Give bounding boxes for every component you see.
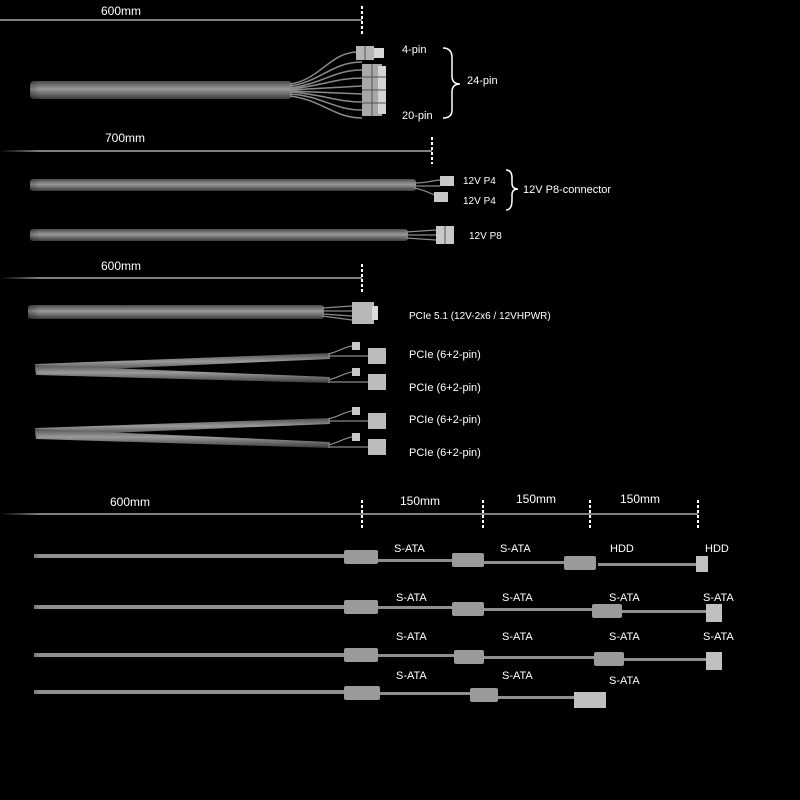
cpu-p4b-label: 12V P4 [463,196,496,207]
sata-label: S-ATA [396,631,427,643]
sata-plug [594,652,624,666]
pcie-b-2pin [352,368,360,376]
sata-plug [706,604,722,622]
sata-plug [574,692,606,708]
pcie-b-label: PCIe (6+2-pin) [409,382,481,394]
hdd-label: HDD [705,543,729,555]
sata-label: S-ATA [703,631,734,643]
sata-plug [344,686,380,700]
sata-plug [706,652,722,670]
atx-4pin-connector [356,46,384,60]
sata-plug [452,553,484,567]
atx-4pin-label: 4-pin [402,44,427,56]
hdd-plug [696,556,708,572]
pcie-cable-pair-2 [35,407,386,455]
sata-label: S-ATA [502,631,533,643]
sata-plug [470,688,498,702]
hdd-label: HDD [610,543,634,555]
pcie-d-2pin [352,433,360,441]
pcie-a-2pin [352,342,360,350]
sata-cable-4 [34,686,606,708]
pcie-d-label: PCIe (6+2-pin) [409,447,481,459]
pcie-cable-pair-1 [35,342,386,390]
cpu-p8-label: 12V P8 [469,231,502,242]
sata-label: S-ATA [502,592,533,604]
pcie51-label: PCIe 5.1 (12V-2x6 / 12VHPWR) [409,311,551,322]
atx-24pin-cable [30,46,460,118]
pcie-a-6pin [368,348,386,364]
sata-label: S-ATA [609,592,640,604]
cpu-p4b-connector [434,192,448,202]
atx-20pin-label: 20-pin [402,110,433,122]
cpu-p4a-label: 12V P4 [463,176,496,187]
sata-label: S-ATA [500,543,531,555]
sata-cable-1 [34,550,708,572]
sata-label: S-ATA [396,592,427,604]
len-main-label: 600mm [101,4,142,18]
pcie-c-label: PCIe (6+2-pin) [409,414,481,426]
cpu-brace [506,170,518,210]
len-sata-label: 600mm [110,495,151,509]
sata-plug [344,648,378,662]
sata-plug [592,604,622,618]
cpu-p4a-connector [440,176,454,186]
cpu-p4-split-cable [30,170,518,210]
len-cpu-label: 700mm [105,131,146,145]
pcie-b-6pin [368,374,386,390]
cpu-p8-cable [30,226,454,244]
atx-20pin-connector [362,64,386,116]
len-seg2-label: 150mm [516,492,557,506]
sata-plug [454,650,484,664]
len-seg3-label: 150mm [620,492,661,506]
sata-plug [344,550,378,564]
pcie-a-label: PCIe (6+2-pin) [409,349,481,361]
sata-plug [344,600,378,614]
sata-label: S-ATA [609,675,640,687]
sata-label: S-ATA [609,631,640,643]
sata-label: S-ATA [396,670,427,682]
atx-24pin-label: 24-pin [467,75,498,87]
pcie-c-2pin [352,407,360,415]
hdd-plug [564,556,596,570]
len-pcie-label: 600mm [101,259,142,273]
sata-label: S-ATA [502,670,533,682]
atx-brace [443,48,460,118]
pcie-d-6pin [368,439,386,455]
sata-plug [452,602,484,616]
sata-label: S-ATA [703,592,734,604]
pcie51-cable [28,302,378,324]
sata-cable-3 [34,648,722,670]
sata-label: S-ATA [394,543,425,555]
pcie-c-6pin [368,413,386,429]
labels [101,4,734,687]
len-seg1-label: 150mm [400,494,441,508]
pcie51-connector [352,302,374,324]
cpu-p8conn-label: 12V P8-connector [523,184,612,196]
